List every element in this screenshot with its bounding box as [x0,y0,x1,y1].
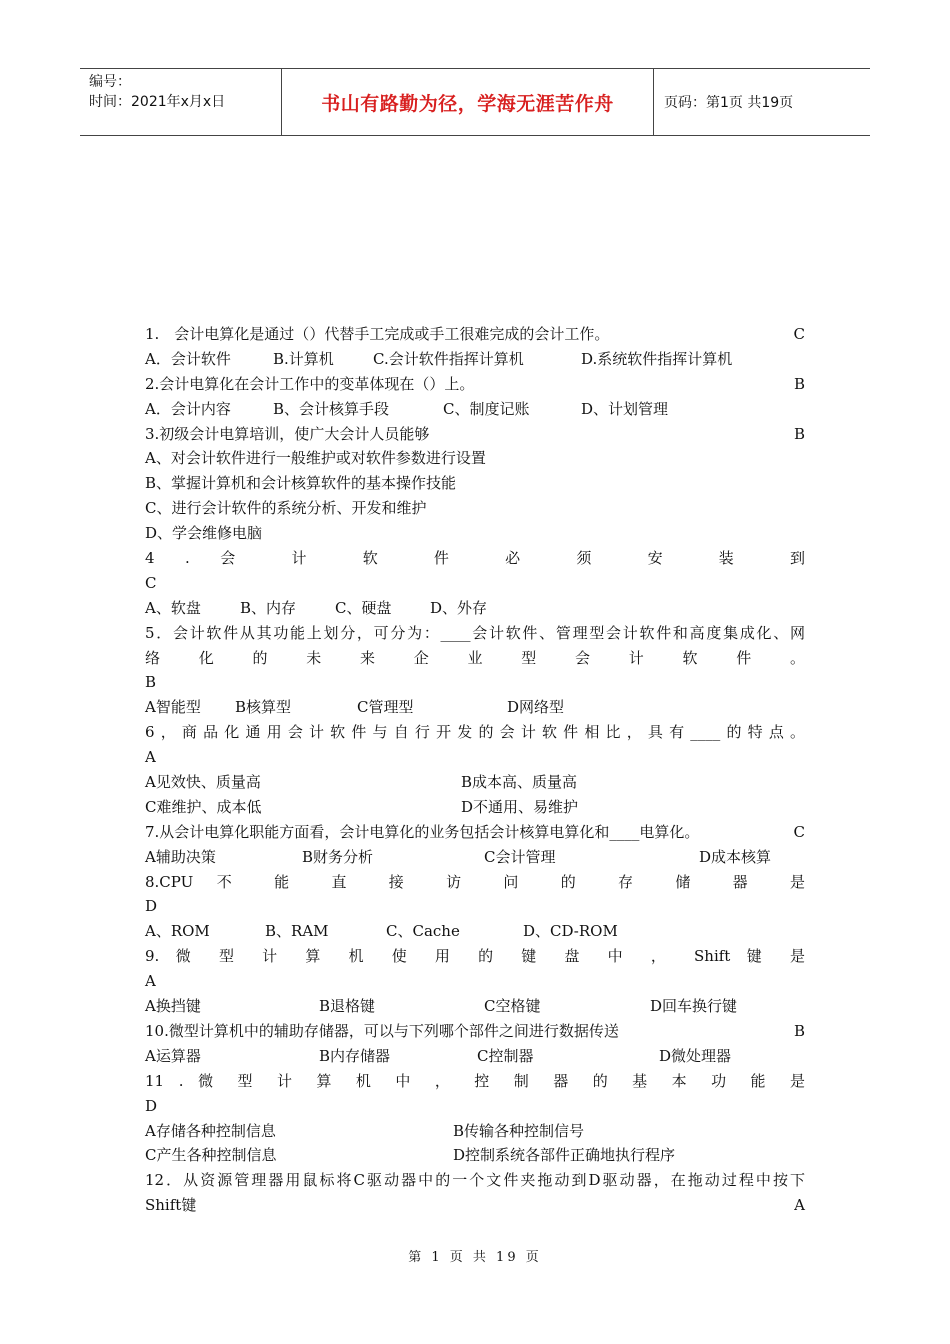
option-item: B、会计核算手段 [273,399,390,418]
justified-line: 4 . 会 计 软 件 必 须 安 装 到 [145,549,805,568]
option-item: A．会计软件 [145,349,231,368]
options-line [145,1044,805,1069]
option-item: A智能型 [145,698,201,717]
option-item: C、硬盘 [335,598,392,617]
text-line: B、掌握计算机和会计核算软件的基本操作技能 [145,474,457,493]
text-line: A、对会计软件进行一般维护或对软件参数进行设置 [145,449,486,468]
option-item: D成本核算 [699,847,772,866]
text-line: D [145,897,158,916]
option-item: C管理型 [357,698,414,717]
question-text: 7.从会计电算化职能方面看，会计电算化的业务包括会计核算电算化和____电算化。 [145,822,700,841]
options-line [145,695,805,720]
text-line: D、学会维修电脑 [145,524,263,543]
option-item: A、软盘 [145,598,201,617]
justified-line: 9. 微 型 计 算 机 使 用 的 键 盘 中 ， Shift 键 是 [145,947,805,966]
option-item: D、外存 [430,598,488,617]
option-item: A换挡键 [145,997,201,1016]
option-item: D微处理器 [659,1046,732,1065]
option-item: C控制器 [477,1046,534,1065]
option-item: B传输各种控制信号 [453,1121,585,1140]
page-footer: 第 1 页 共 19 页 [408,1250,542,1265]
option-item: D、CD-ROM [523,922,618,941]
option-item: D、计划管理 [581,399,669,418]
answer-key: B [793,424,805,443]
answer-key: B [793,374,805,393]
question-text: 10.微型计算机中的辅助存储器，可以与下列哪个部件之间进行数据传送 [145,1021,619,1040]
justified-line: 6，商品化通用会计软件与自行开发的会计软件相比，具有____的特点。 [145,723,805,742]
header-motto-cell [282,69,654,135]
answer-key: C [793,822,805,841]
text-line: C、进行会计软件的系统分析、开发和维护 [145,499,427,518]
header-motto: 书山有路勤为径，学海无涯苦作舟 [321,92,614,115]
option-item: B.计算机 [273,349,334,368]
options-line [145,1119,805,1144]
options-line [145,347,805,372]
text-line: A [145,748,156,767]
option-item: C、制度记账 [443,399,530,418]
option-item: A辅助决策 [145,847,216,866]
option-item: B成本高、质量高 [461,773,578,792]
justified-line: 5．会计软件从其功能上划分，可分为：____会计软件、管理型会计软件和高度集成化、网 [145,623,805,642]
question-line [145,820,805,845]
option-item: D控制系统各部件正确地执行程序 [453,1146,676,1165]
question-text: Shift键 [145,1196,197,1215]
option-item: A．会计内容 [145,399,231,418]
options-line [145,795,805,820]
option-item: C、Cache [386,922,460,941]
question-text: 1. 会计电算化是通过（）代替手工完成或手工很难完成的会计工作。 [145,325,610,343]
option-item: D网络型 [507,698,565,717]
option-item: A、ROM [145,922,210,941]
text-line: A [145,972,156,991]
page-header [80,68,870,136]
option-item: A运算器 [145,1046,201,1065]
text-line: B [145,673,157,692]
options-line [145,1143,805,1168]
option-item: B核算型 [235,698,292,717]
question-line [145,372,805,397]
options-line [145,397,805,422]
answer-key: B [793,1021,805,1040]
option-item: C会计管理 [484,847,556,866]
question-line [145,322,805,347]
document-date: 时间：2021年x月x日 [89,94,226,110]
option-item: C空格键 [484,997,541,1016]
option-item: B、RAM [265,922,329,941]
option-item: D回车换行键 [650,997,738,1016]
question-line [145,1019,805,1044]
justified-line: 络 化 的 未 来 企 业 型 会 计 软 件 。 [145,648,805,667]
question-text: 3.初级会计电算培训，使广大会计人员能够 [145,424,430,443]
option-item: C产生各种控制信息 [145,1146,277,1165]
option-item: A见效快、质量高 [145,773,261,792]
option-item: B退格键 [319,997,376,1016]
option-item: A存储各种控制信息 [145,1121,276,1140]
option-item: B财务分析 [302,847,374,866]
answer-key: A [794,1196,805,1215]
options-line [145,919,805,944]
options-line [145,845,805,870]
option-item: B内存储器 [319,1046,391,1065]
justified-line: 11 . 微 型 计 算 机 中 ， 控 制 器 的 基 本 功 能 是 [145,1071,805,1090]
options-line [145,994,805,1019]
justified-line: 8.CPU 不 能 直 接 访 问 的 存 储 器 是 [145,872,805,891]
header-page-info: 页码：第1页 共19页 [664,95,794,111]
option-item: D.系统软件指挥计算机 [581,349,733,368]
options-line [145,596,805,621]
question-line [145,1193,805,1218]
question-text: 2.会计电算化在会计工作中的变革体现在（）上。 [145,374,475,393]
question-line [145,422,805,447]
options-line [145,770,805,795]
question-list [145,322,805,1218]
justified-line: 12．从资源管理器用鼠标将C驱动器中的一个文件夹拖动到D驱动器，在拖动过程中按下 [145,1171,805,1190]
answer-key: C [793,325,805,343]
document-number: 编号： [89,74,131,90]
option-item: C.会计软件指挥计算机 [373,349,524,368]
option-item: B、内存 [240,598,297,617]
text-line: C [145,573,157,592]
option-item: C难维护、成本低 [145,797,262,816]
header-meta [80,69,282,135]
text-line: D [145,1096,158,1115]
option-item: D不通用、易维护 [461,797,579,816]
